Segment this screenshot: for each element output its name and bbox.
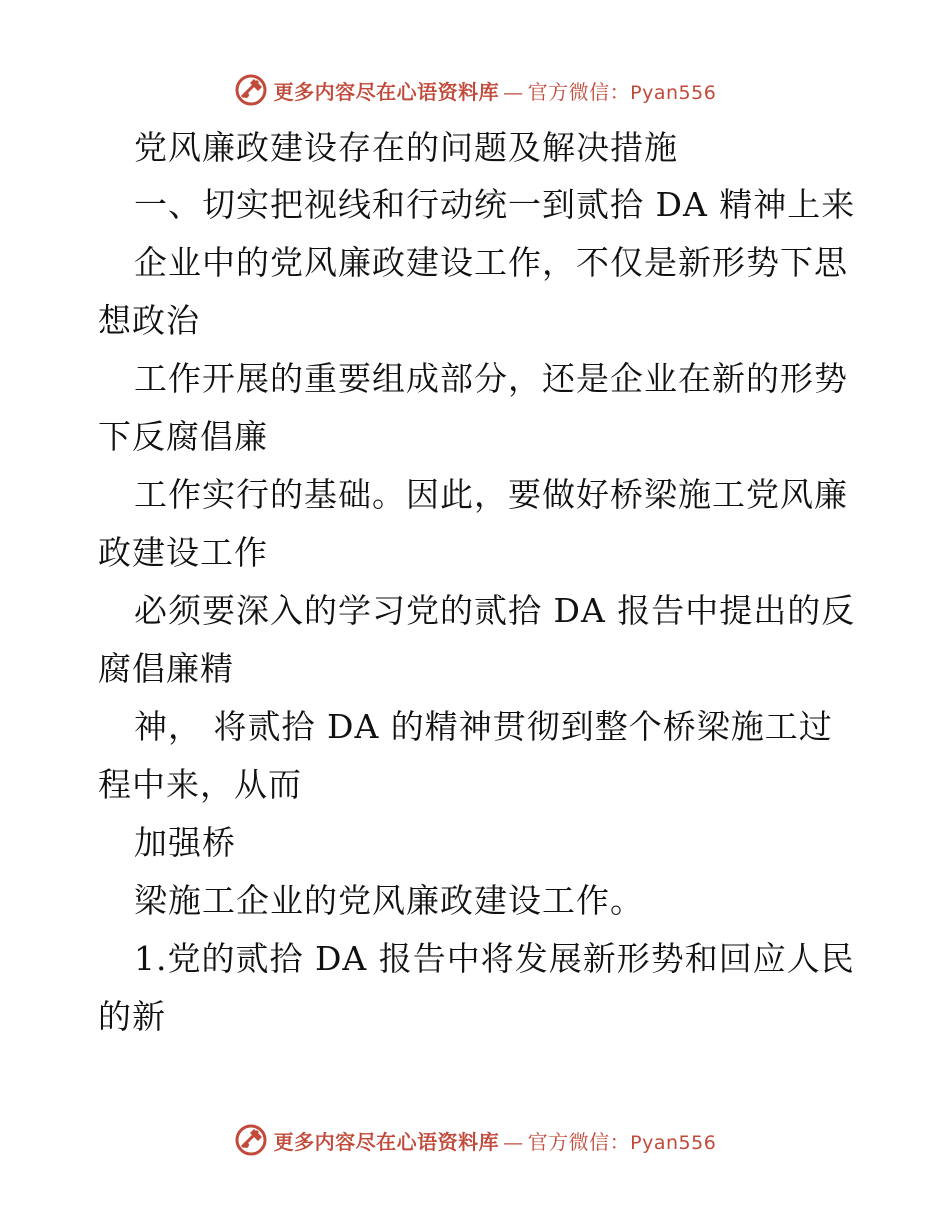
paragraph-line: 腐倡廉精 bbox=[98, 649, 234, 688]
banner-brand: 更多内容尽在心语资料库 bbox=[273, 1129, 500, 1154]
paragraph-line: 下反腐倡廉 bbox=[98, 417, 268, 456]
brand-logo-icon bbox=[234, 1123, 268, 1157]
paragraph-line: 神， 将贰拾 DA 的精神贯彻到整个桥梁施工过 bbox=[134, 707, 833, 746]
paragraph-line: 工作实行的基础。因此，要做好桥梁施工党风廉 bbox=[134, 475, 848, 514]
paragraph-line: 工作开展的重要组成部分，还是企业在新的形势 bbox=[134, 359, 848, 398]
banner-wechat-id: Pyan556 bbox=[630, 1131, 717, 1154]
banner-label: 官方微信： bbox=[527, 1129, 631, 1154]
banner-separator: — bbox=[503, 1129, 524, 1154]
document-title: 党风廉政建设存在的问题及解决措施 bbox=[134, 128, 678, 167]
section-heading: 一、切实把视线和行动统一到贰拾 DA 精神上来 bbox=[134, 185, 856, 224]
paragraph-line: 程中来，从而 bbox=[98, 765, 302, 804]
paragraph-line: 政建设工作 bbox=[98, 533, 268, 572]
paragraph-line: 加强桥 bbox=[134, 823, 236, 862]
paragraph-line: 梁施工企业的党风廉政建设工作。 bbox=[134, 881, 644, 920]
banner-text bbox=[274, 1126, 717, 1155]
banner-wechat-id: Pyan556 bbox=[630, 81, 717, 104]
paragraph-line: 想政治 bbox=[98, 301, 200, 340]
paragraph-line: 企业中的党风廉政建设工作，不仅是新形势下思 bbox=[134, 243, 848, 282]
brand-logo-icon bbox=[234, 73, 268, 107]
list-item-line: 1.党的贰拾 DA 报告中将发展新形势和回应人民 bbox=[134, 939, 855, 978]
banner-label: 官方微信： bbox=[527, 79, 631, 104]
list-item-line: 的新 bbox=[98, 997, 166, 1036]
banner-separator: — bbox=[503, 79, 524, 104]
header-banner bbox=[0, 72, 950, 108]
banner-brand: 更多内容尽在心语资料库 bbox=[273, 79, 500, 104]
footer-banner bbox=[0, 1122, 950, 1158]
paragraph-line: 必须要深入的学习党的贰拾 DA 报告中提出的反 bbox=[134, 591, 856, 630]
banner-text bbox=[274, 76, 717, 105]
